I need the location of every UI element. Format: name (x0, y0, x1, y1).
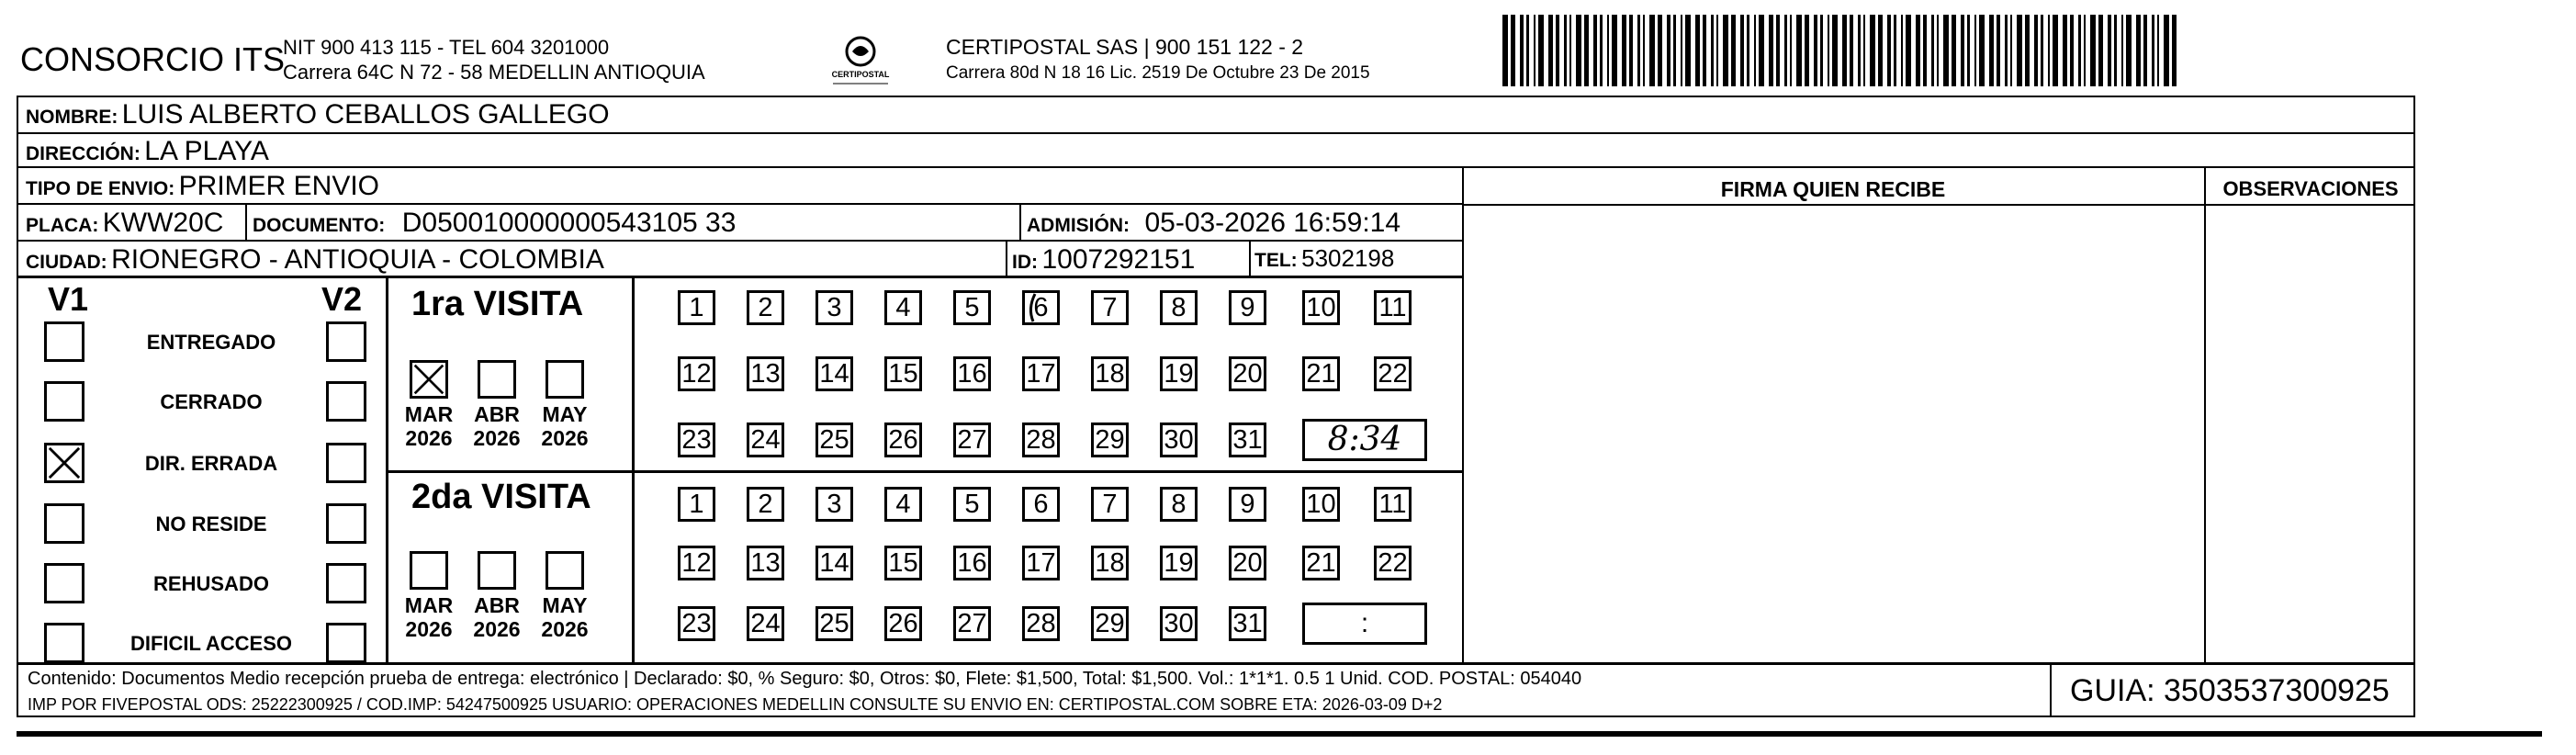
barcode-bar (2017, 15, 2022, 86)
id-value: 1007292151 (1041, 244, 1196, 275)
second-visit-day-25[interactable]: 25 (816, 606, 853, 641)
footer-guia-divider (2050, 662, 2052, 717)
barcode-bar (1569, 15, 1571, 86)
tel-label: TEL: (1254, 250, 1298, 271)
second-visit-day-17[interactable]: 17 (1022, 546, 1060, 580)
barcode-bar (2041, 15, 2043, 86)
v2-checkbox-dir-errada[interactable] (326, 443, 366, 483)
carrier-name: CERTIPOSTAL SAS | 900 151 122 - 2 (946, 35, 1304, 59)
barcode-bar (1629, 15, 1633, 86)
ciudad-label: CIUDAD: (26, 252, 107, 273)
first-visit-day-27[interactable]: 27 (953, 423, 991, 457)
v1-checkbox-no-reside[interactable] (44, 503, 84, 544)
barcode-bar (1759, 15, 1764, 86)
barcode-bar (1731, 15, 1736, 86)
documento-value: D050010000000543105 33 (401, 208, 737, 238)
first-visit-day-19[interactable]: 19 (1160, 356, 1198, 391)
nombre-value: LUIS ALBERTO CEBALLOS GALLEGO (121, 99, 610, 130)
first-visit-day-5[interactable]: 5 (953, 290, 991, 325)
second-visit-day-12[interactable]: 12 (678, 546, 715, 580)
barcode-bar (1584, 15, 1589, 86)
barcode-bar (1901, 15, 1903, 86)
footer-content: Contenido: Documentos Medio recepción prueba de entrega: electrónico | Declarado: $0, % Seguro: $0, Otros: $0, Flete: $1,500, Total: $1,500. Vol.: 1*1*1. 0.5 1 Unid. COD. POSTAL: 054040 (28, 669, 1582, 689)
second-visit-month-label: MAY (542, 593, 588, 617)
barcode-bar (2078, 15, 2081, 86)
barcode-bar (1863, 15, 1865, 86)
v2-checkbox-cerrado[interactable] (326, 381, 366, 422)
barcode-bar (1538, 15, 1544, 86)
admision-value: 05-03-2026 16:59:14 (1144, 208, 1401, 238)
barcode-bar (1894, 15, 1896, 86)
nombre-field (26, 99, 610, 130)
barcode-bar (1564, 15, 1567, 86)
first-visit-day-18[interactable]: 18 (1091, 356, 1129, 391)
company-address: Carrera 64C N 72 - 58 MEDELLIN ANTIOQUIA (283, 61, 705, 84)
barcode-bar (2098, 15, 2103, 86)
barcode-bar (1511, 15, 1515, 86)
second-visit-day-24[interactable]: 24 (747, 606, 784, 641)
barcode (1499, 13, 2183, 88)
documento-label: DOCUMENTO: (253, 215, 386, 236)
barcode-bar (2090, 15, 2096, 86)
barcode-bar (1790, 15, 1792, 86)
first-visit-year-label: 2026 (473, 426, 521, 450)
first-visit-day-12[interactable]: 12 (678, 356, 715, 391)
barcode-bar (2063, 15, 2067, 86)
footer-print-info: IMP POR FIVEPOSTAL ODS: 25222300925 / COD.IMP: 54247500925 USUARIO: OPERACIONES MEDELLIN CONSULTE SU ENVIO EN: CERTIPOSTAL.COM SOBRE ETA: 2026-03-09 D+2 (28, 695, 1443, 714)
barcode-bar (1526, 15, 1529, 86)
second-visit-year-label: 2026 (405, 617, 453, 641)
first-visit-day-17[interactable]: 17 (1022, 356, 1060, 391)
second-visit-day-2[interactable]: 2 (747, 487, 784, 522)
firma-area[interactable] (1464, 206, 2204, 662)
first-visit-day-28[interactable]: 28 (1022, 423, 1060, 457)
barcode-bar (2126, 15, 2132, 86)
barcode-bar (2136, 15, 2141, 86)
tipo-value: PRIMER ENVIO (178, 171, 380, 201)
barcode-bar (1740, 15, 1744, 86)
barcode-bar (1997, 15, 2000, 86)
barcode-bar (1878, 15, 1883, 86)
tipo-label: TIPO DE ENVIO: (26, 178, 175, 199)
check-x-icon (412, 363, 445, 396)
v2-checkbox-no-reside[interactable] (326, 503, 366, 544)
certipostal-logo (819, 33, 902, 88)
barcode-bar (1776, 15, 1780, 86)
footer-guia: GUIA: 3503537300925 (2070, 673, 2390, 708)
tipo-field (26, 171, 379, 202)
second-visit-month-may[interactable] (546, 551, 584, 590)
barcode-bar (1658, 15, 1662, 86)
barcode-bar (1943, 15, 1949, 86)
second-visit-day-1[interactable]: 1 (678, 487, 715, 522)
barcode-bar (1548, 15, 1553, 86)
first-visit-label: 1ra VISITA (411, 285, 584, 323)
firma-header: FIRMA QUIEN RECIBE (1720, 177, 1946, 201)
barcode-bar (1870, 15, 1875, 86)
second-visit-year-label: 2026 (473, 617, 521, 641)
second-visit-day-13[interactable]: 13 (747, 546, 784, 580)
first-visit-day-7[interactable]: 7 (1091, 290, 1129, 325)
barcode-bar (1622, 15, 1626, 86)
placa-divider (245, 205, 247, 242)
barcode-bar (1769, 15, 1773, 86)
placa-value: KWW20C (102, 208, 224, 238)
placa-label: PLACA: (26, 215, 99, 236)
barcode-bar (1637, 15, 1640, 86)
bottom-border (17, 731, 2542, 737)
barcode-bar (1534, 15, 1535, 86)
direccion-field (26, 136, 269, 167)
barcode-bar (1600, 15, 1603, 86)
first-visit-day-10[interactable]: 10 (1302, 290, 1340, 325)
barcode-bar (1832, 15, 1838, 86)
barcode-bar (1520, 15, 1524, 86)
tel-field (1254, 244, 1394, 273)
barcode-bar (2070, 15, 2074, 86)
first-visit-day-14[interactable]: 14 (816, 356, 853, 391)
barcode-bar (1814, 15, 1817, 86)
first-visit-day-16[interactable]: 16 (953, 356, 991, 391)
tel-value: 5302198 (1301, 244, 1395, 272)
admision-box (1019, 205, 1021, 242)
v2-checkbox-dificil-acceso[interactable] (326, 623, 366, 663)
second-visit-month-mar[interactable] (410, 551, 448, 590)
row-direccion (17, 134, 2415, 168)
carrier-address: Carrera 80d N 18 16 Lic. 2519 De Octubre 23 De 2015 (946, 63, 1370, 83)
first-visit-day-4[interactable]: 4 (884, 290, 922, 325)
barcode-bar (1961, 15, 1964, 86)
barcode-bar (2005, 15, 2008, 86)
barcode-bar (2172, 15, 2177, 86)
barcode-bar (1747, 15, 1749, 86)
id-divider (1006, 242, 1007, 278)
first-visit-day-24[interactable]: 24 (747, 423, 784, 457)
barcode-bar (1716, 15, 1718, 86)
second-visit-day-26[interactable]: 26 (884, 606, 922, 641)
barcode-bar (1681, 15, 1682, 86)
first-visit-time[interactable]: 8:34 (1302, 419, 1427, 461)
first-visit-day-13[interactable]: 13 (747, 356, 784, 391)
id-label: ID: (1012, 252, 1038, 273)
barcode-bar (1979, 15, 1985, 86)
barcode-bar (1931, 15, 1934, 86)
barcode-bar (2048, 15, 2050, 86)
barcode-bar (2034, 15, 2038, 86)
barcode-bar (2108, 15, 2111, 86)
second-visit-day-22[interactable]: 22 (1374, 546, 1412, 580)
second-visit-month-label: ABR (474, 593, 520, 617)
visits-horizontal-divider (386, 470, 1464, 473)
first-visit-day-29[interactable]: 29 (1091, 423, 1129, 457)
company-name: CONSORCIO ITS (20, 40, 286, 78)
second-visit-month-abr[interactable] (478, 551, 516, 590)
barcode-bar (2157, 15, 2159, 86)
first-visit-month-label: MAY (542, 402, 588, 426)
first-visit-day-3[interactable]: 3 (816, 290, 853, 325)
company-nit: NIT 900 413 115 - TEL 604 3201000 (283, 36, 610, 59)
barcode-bar (1711, 15, 1714, 86)
first-visit-day-25[interactable]: 25 (816, 423, 853, 457)
first-visit-day-1[interactable]: 1 (678, 290, 715, 325)
barcode-bar (1974, 15, 1976, 86)
first-visit-day-20[interactable]: 20 (1229, 356, 1266, 391)
admision-label: ADMISIÓN: (1027, 215, 1130, 236)
second-visit-day-14[interactable]: 14 (816, 546, 853, 580)
first-visit-month-may[interactable] (546, 360, 584, 399)
v1-checkbox-cerrado[interactable] (44, 381, 84, 422)
ciudad-field (26, 244, 604, 276)
status-label-no-reside: NO RESIDE (155, 513, 267, 535)
second-visit-day-16[interactable]: 16 (953, 546, 991, 580)
second-visit-day-8[interactable]: 8 (1160, 487, 1198, 522)
first-visit-day-30[interactable]: 30 (1160, 423, 1198, 457)
footer-divider (17, 662, 2415, 665)
barcode-bar (1703, 15, 1706, 86)
second-visit-day-31[interactable]: 31 (1229, 606, 1266, 641)
v1-checkbox-dir-errada[interactable] (44, 443, 84, 483)
barcode-bar (1923, 15, 1927, 86)
second-visit-day-5[interactable]: 5 (953, 487, 991, 522)
barcode-bar (1850, 15, 1853, 86)
first-visit-year-label: 2026 (405, 426, 453, 450)
barcode-bar (1842, 15, 1847, 86)
second-visit-day-9[interactable]: 9 (1229, 487, 1266, 522)
second-visit-day-6[interactable]: 6 (1022, 487, 1060, 522)
second-visit-month-label: MAR (404, 593, 454, 617)
barcode-bar (2010, 15, 2012, 86)
id-field (1012, 244, 1195, 276)
barcode-bar (1673, 15, 1676, 86)
barcode-bar (2114, 15, 2117, 86)
barcode-bar (1937, 15, 1939, 86)
barcode-bar (1887, 15, 1891, 86)
barcode-bar (1612, 15, 1617, 86)
barcode-bar (1820, 15, 1823, 86)
second-visit-time[interactable]: : (1302, 603, 1427, 645)
barcode-bar (1593, 15, 1597, 86)
observaciones-area[interactable] (2206, 206, 2415, 662)
first-visit-day-8[interactable]: 8 (1160, 290, 1198, 325)
first-visit-year-label: 2026 (541, 426, 589, 450)
v1-checkbox-rehusado[interactable] (44, 563, 84, 603)
second-visit-day-7[interactable]: 7 (1091, 487, 1129, 522)
second-visit-day-10[interactable]: 10 (1302, 487, 1340, 522)
first-visit-month-label: MAR (404, 402, 454, 426)
barcode-bar (2053, 15, 2058, 86)
v1-checkbox-entregado[interactable] (44, 321, 84, 362)
first-visit-month-abr[interactable] (478, 360, 516, 399)
second-visit-day-4[interactable]: 4 (884, 487, 922, 522)
first-visit-day-23[interactable]: 23 (678, 423, 715, 457)
tel-divider (1249, 242, 1251, 278)
day-mark-icon (1022, 290, 1060, 325)
admision-field (1027, 208, 1400, 239)
first-visit-day-15[interactable]: 15 (884, 356, 922, 391)
status-label-dificil-acceso: DIFICIL ACCESO (129, 632, 292, 655)
second-visit-day-3[interactable]: 3 (816, 487, 853, 522)
v2-checkbox-rehusado[interactable] (326, 563, 366, 603)
barcode-bar (1754, 15, 1756, 86)
barcode-bar (1967, 15, 1970, 86)
barcode-bar (1667, 15, 1670, 86)
observaciones-header: OBSERVACIONES (2222, 177, 2399, 200)
second-visit-day-29[interactable]: 29 (1091, 606, 1129, 641)
first-visit-day-9[interactable]: 9 (1229, 290, 1266, 325)
barcode-bar (1502, 15, 1508, 86)
v2-label: V2 (321, 280, 363, 318)
ciudad-value: RIONEGRO - ANTIOQUIA - COLOMBIA (111, 244, 604, 275)
second-visit-label: 2da VISITA (411, 478, 591, 516)
first-visit-month-mar[interactable] (410, 360, 448, 399)
first-visit-day-11[interactable]: 11 (1374, 290, 1412, 325)
second-visit-day-11[interactable]: 11 (1374, 487, 1412, 522)
second-visit-day-27[interactable]: 27 (953, 606, 991, 641)
second-visit-day-28[interactable]: 28 (1022, 606, 1060, 641)
second-visit-day-18[interactable]: 18 (1091, 546, 1129, 580)
status-label-entregado: ENTREGADO (146, 331, 276, 354)
barcode-bar (2084, 15, 2086, 86)
first-visit-day-31[interactable]: 31 (1229, 423, 1266, 457)
barcode-bar (2121, 15, 2123, 86)
barcode-bar (1784, 15, 1787, 86)
barcode-bar (1828, 15, 1829, 86)
barcode-bar (1723, 15, 1728, 86)
first-visit-day-2[interactable]: 2 (747, 290, 784, 325)
first-visit-day-6[interactable]: 6 (1022, 290, 1060, 325)
first-visit-day-21[interactable]: 21 (1302, 356, 1340, 391)
second-visit-year-label: 2026 (541, 617, 589, 641)
direccion-value: LA PLAYA (144, 136, 269, 166)
v1-label: V1 (48, 280, 89, 318)
barcode-bar (1805, 15, 1809, 86)
first-visit-day-26[interactable]: 26 (884, 423, 922, 457)
second-visit-day-23[interactable]: 23 (678, 606, 715, 641)
documento-field (253, 208, 736, 239)
second-visit-day-20[interactable]: 20 (1229, 546, 1266, 580)
first-visit-month-label: ABR (474, 402, 520, 426)
v1-checkbox-dificil-acceso[interactable] (44, 623, 84, 663)
barcode-bar (2025, 15, 2030, 86)
second-visit-day-30[interactable]: 30 (1160, 606, 1198, 641)
barcode-bar (1916, 15, 1920, 86)
status-label-dir-errada: DIR. ERRADA (144, 452, 278, 475)
barcode-bar (1858, 15, 1861, 86)
barcode-bar (1607, 15, 1609, 86)
barcode-bar (1952, 15, 1956, 86)
second-visit-day-15[interactable]: 15 (884, 546, 922, 580)
barcode-bar (1556, 15, 1559, 86)
barcode-bar (1906, 15, 1911, 86)
placa-field (26, 208, 223, 239)
second-visit-day-21[interactable]: 21 (1302, 546, 1340, 580)
barcode-bar (1685, 15, 1691, 86)
nombre-label: NOMBRE: (26, 107, 118, 128)
status-label-rehusado: REHUSADO (153, 572, 269, 595)
check-x-icon (47, 445, 82, 480)
barcode-bar (1695, 15, 1700, 86)
status-label-cerrado: CERRADO (160, 390, 263, 413)
first-visit-day-22[interactable]: 22 (1374, 356, 1412, 391)
barcode-bar (2152, 15, 2154, 86)
barcode-bar (1643, 15, 1645, 86)
barcode-bar (2164, 15, 2169, 86)
barcode-bar (2143, 15, 2147, 86)
barcode-bar (1649, 15, 1655, 86)
v2-checkbox-entregado[interactable] (326, 321, 366, 362)
direccion-label: DIRECCIÓN: (26, 143, 141, 164)
second-visit-day-19[interactable]: 19 (1160, 546, 1198, 580)
logo-text: CERTIPOSTAL (831, 70, 890, 79)
barcode-bar (1576, 15, 1581, 86)
barcode-bar (1796, 15, 1802, 86)
barcode-bar (1989, 15, 1994, 86)
barcode-bars (1499, 13, 2183, 88)
